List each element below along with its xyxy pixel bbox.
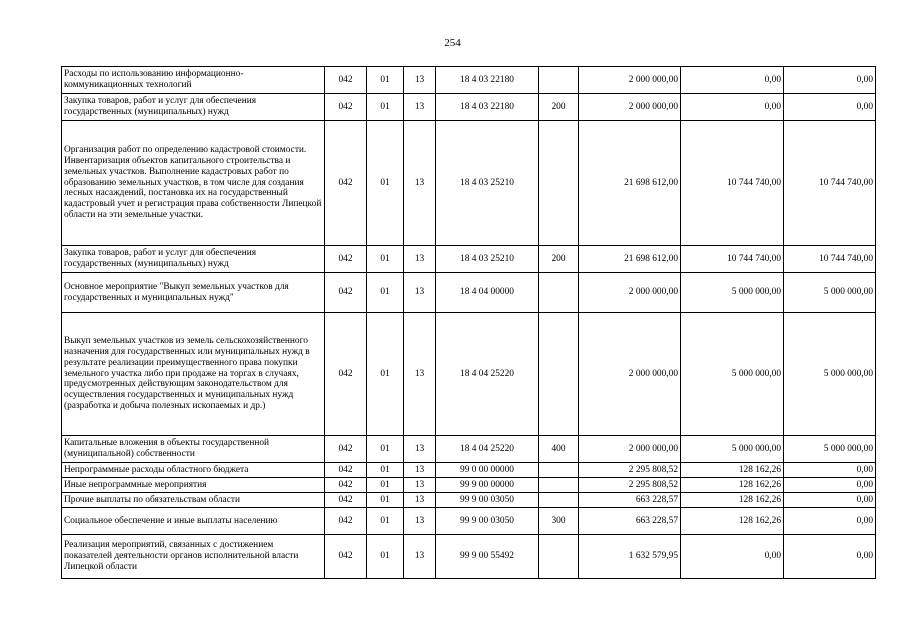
ministry-code: 042 <box>325 273 367 313</box>
target-article-code: 18 4 03 22180 <box>436 94 539 121</box>
amount-year-2: 128 162,26 <box>681 463 784 478</box>
amount-year-2: 10 744 740,00 <box>681 246 784 273</box>
section-code: 01 <box>367 508 404 535</box>
row-name: Прочие выплаты по обязательствам области <box>62 493 325 508</box>
amount-year-3: 0,00 <box>784 94 876 121</box>
amount-year-3: 10 744 740,00 <box>784 121 876 246</box>
subsection-code: 13 <box>404 94 436 121</box>
subsection-code: 13 <box>404 436 436 463</box>
target-article-code: 18 4 04 00000 <box>436 273 539 313</box>
section-code: 01 <box>367 273 404 313</box>
table-row <box>62 67 876 94</box>
table-row <box>62 493 876 508</box>
section-code: 01 <box>367 313 404 436</box>
subsection-code: 13 <box>404 493 436 508</box>
section-code: 01 <box>367 67 404 94</box>
section-code: 01 <box>367 478 404 493</box>
amount-year-3: 5 000 000,00 <box>784 273 876 313</box>
ministry-code: 042 <box>325 436 367 463</box>
target-article-code: 99 9 00 55492 <box>436 535 539 579</box>
expense-type-code <box>539 121 579 246</box>
subsection-code: 13 <box>404 478 436 493</box>
subsection-code: 13 <box>404 67 436 94</box>
subsection-code: 13 <box>404 508 436 535</box>
ministry-code: 042 <box>325 478 367 493</box>
amount-year-1: 1 632 579,95 <box>579 535 681 579</box>
ministry-code: 042 <box>325 493 367 508</box>
ministry-code: 042 <box>325 121 367 246</box>
ministry-code: 042 <box>325 535 367 579</box>
section-code: 01 <box>367 535 404 579</box>
ministry-code: 042 <box>325 67 367 94</box>
amount-year-1: 663 228,57 <box>579 493 681 508</box>
row-name: Выкуп земельных участков из земель сельскохозяйственного назначения для государственных или муниципальных нужд в результате реализации преимущественного права покупки земельного участка либо при продаже на торгах в случаях, предусмотренных действующим законодательством для осуществления государственных и муниципальных нужд (разработка и добыча полезных ископаемых и др.) <box>62 313 325 436</box>
subsection-code: 13 <box>404 535 436 579</box>
expense-type-code: 200 <box>539 94 579 121</box>
row-name: Закупка товаров, работ и услуг для обеспечения государственных (муниципальных) нужд <box>62 246 325 273</box>
amount-year-3: 0,00 <box>784 493 876 508</box>
amount-year-2: 10 744 740,00 <box>681 121 784 246</box>
amount-year-2: 128 162,26 <box>681 493 784 508</box>
section-code: 01 <box>367 463 404 478</box>
row-name: Расходы по использованию информационно-коммуникационных технологий <box>62 67 325 94</box>
amount-year-2: 5 000 000,00 <box>681 313 784 436</box>
ministry-code: 042 <box>325 246 367 273</box>
table-row <box>62 478 876 493</box>
subsection-code: 13 <box>404 313 436 436</box>
expense-type-code <box>539 493 579 508</box>
expense-type-code: 200 <box>539 246 579 273</box>
amount-year-2: 128 162,26 <box>681 508 784 535</box>
expense-type-code <box>539 478 579 493</box>
row-name: Основное мероприятие "Выкуп земельных участков для государственных и муниципальных нужд" <box>62 273 325 313</box>
table-row <box>62 121 876 246</box>
amount-year-2: 5 000 000,00 <box>681 436 784 463</box>
row-name: Социальное обеспечение и иные выплаты населению <box>62 508 325 535</box>
expense-type-code <box>539 67 579 94</box>
target-article-code: 18 4 03 22180 <box>436 67 539 94</box>
amount-year-2: 0,00 <box>681 67 784 94</box>
amount-year-3: 0,00 <box>784 463 876 478</box>
ministry-code: 042 <box>325 94 367 121</box>
budget-table <box>61 66 876 579</box>
subsection-code: 13 <box>404 246 436 273</box>
amount-year-3: 0,00 <box>784 508 876 535</box>
amount-year-2: 128 162,26 <box>681 478 784 493</box>
target-article-code: 99 9 00 03050 <box>436 493 539 508</box>
amount-year-3: 0,00 <box>784 535 876 579</box>
row-name: Капитальные вложения в объекты государственной (муниципальной) собственности <box>62 436 325 463</box>
row-name: Организация работ по определению кадастровой стоимости. Инвентаризация объектов капитального строительства и земельных участков. Выполнение кадастровых работ по образованию земельных участков, в том числе для создания лесных насаждений, постановка их на государственный кадастровый учет и регистрация права собственности Липецкой области на эти земельные участки. <box>62 121 325 246</box>
expense-type-code <box>539 273 579 313</box>
row-name: Непрограммные расходы областного бюджета <box>62 463 325 478</box>
subsection-code: 13 <box>404 273 436 313</box>
row-name: Реализация мероприятий, связанных с достижением показателей деятельности органов исполнительной власти Липецкой области <box>62 535 325 579</box>
amount-year-1: 21 698 612,00 <box>579 246 681 273</box>
table-row <box>62 273 876 313</box>
section-code: 01 <box>367 94 404 121</box>
subsection-code: 13 <box>404 463 436 478</box>
expense-type-code <box>539 535 579 579</box>
amount-year-1: 2 000 000,00 <box>579 436 681 463</box>
amount-year-3: 10 744 740,00 <box>784 246 876 273</box>
target-article-code: 99 9 00 00000 <box>436 478 539 493</box>
amount-year-2: 0,00 <box>681 94 784 121</box>
amount-year-3: 5 000 000,00 <box>784 313 876 436</box>
ministry-code: 042 <box>325 313 367 436</box>
row-name: Иные непрограммные мероприятия <box>62 478 325 493</box>
target-article-code: 18 4 04 25220 <box>436 436 539 463</box>
target-article-code: 18 4 03 25210 <box>436 121 539 246</box>
ministry-code: 042 <box>325 508 367 535</box>
table-row <box>62 246 876 273</box>
expense-type-code <box>539 463 579 478</box>
table-row <box>62 463 876 478</box>
table-row <box>62 508 876 535</box>
table-row <box>62 436 876 463</box>
table-row <box>62 94 876 121</box>
ministry-code: 042 <box>325 463 367 478</box>
amount-year-1: 2 295 808,52 <box>579 463 681 478</box>
expense-type-code <box>539 313 579 436</box>
amount-year-1: 663 228,57 <box>579 508 681 535</box>
subsection-code: 13 <box>404 121 436 246</box>
amount-year-3: 5 000 000,00 <box>784 436 876 463</box>
expense-type-code: 400 <box>539 436 579 463</box>
amount-year-3: 0,00 <box>784 67 876 94</box>
section-code: 01 <box>367 246 404 273</box>
target-article-code: 99 9 00 03050 <box>436 508 539 535</box>
amount-year-1: 21 698 612,00 <box>579 121 681 246</box>
row-name: Закупка товаров, работ и услуг для обеспечения государственных (муниципальных) нужд <box>62 94 325 121</box>
page-number: 254 <box>444 37 461 49</box>
section-code: 01 <box>367 121 404 246</box>
amount-year-3: 0,00 <box>784 478 876 493</box>
amount-year-2: 0,00 <box>681 535 784 579</box>
amount-year-1: 2 000 000,00 <box>579 67 681 94</box>
amount-year-1: 2 295 808,52 <box>579 478 681 493</box>
amount-year-1: 2 000 000,00 <box>579 273 681 313</box>
section-code: 01 <box>367 493 404 508</box>
target-article-code: 18 4 04 25220 <box>436 313 539 436</box>
target-article-code: 99 0 00 00000 <box>436 463 539 478</box>
amount-year-1: 2 000 000,00 <box>579 313 681 436</box>
table-row <box>62 535 876 579</box>
expense-type-code: 300 <box>539 508 579 535</box>
table-body <box>62 67 876 579</box>
table-row <box>62 313 876 436</box>
target-article-code: 18 4 03 25210 <box>436 246 539 273</box>
amount-year-1: 2 000 000,00 <box>579 94 681 121</box>
amount-year-2: 5 000 000,00 <box>681 273 784 313</box>
section-code: 01 <box>367 436 404 463</box>
